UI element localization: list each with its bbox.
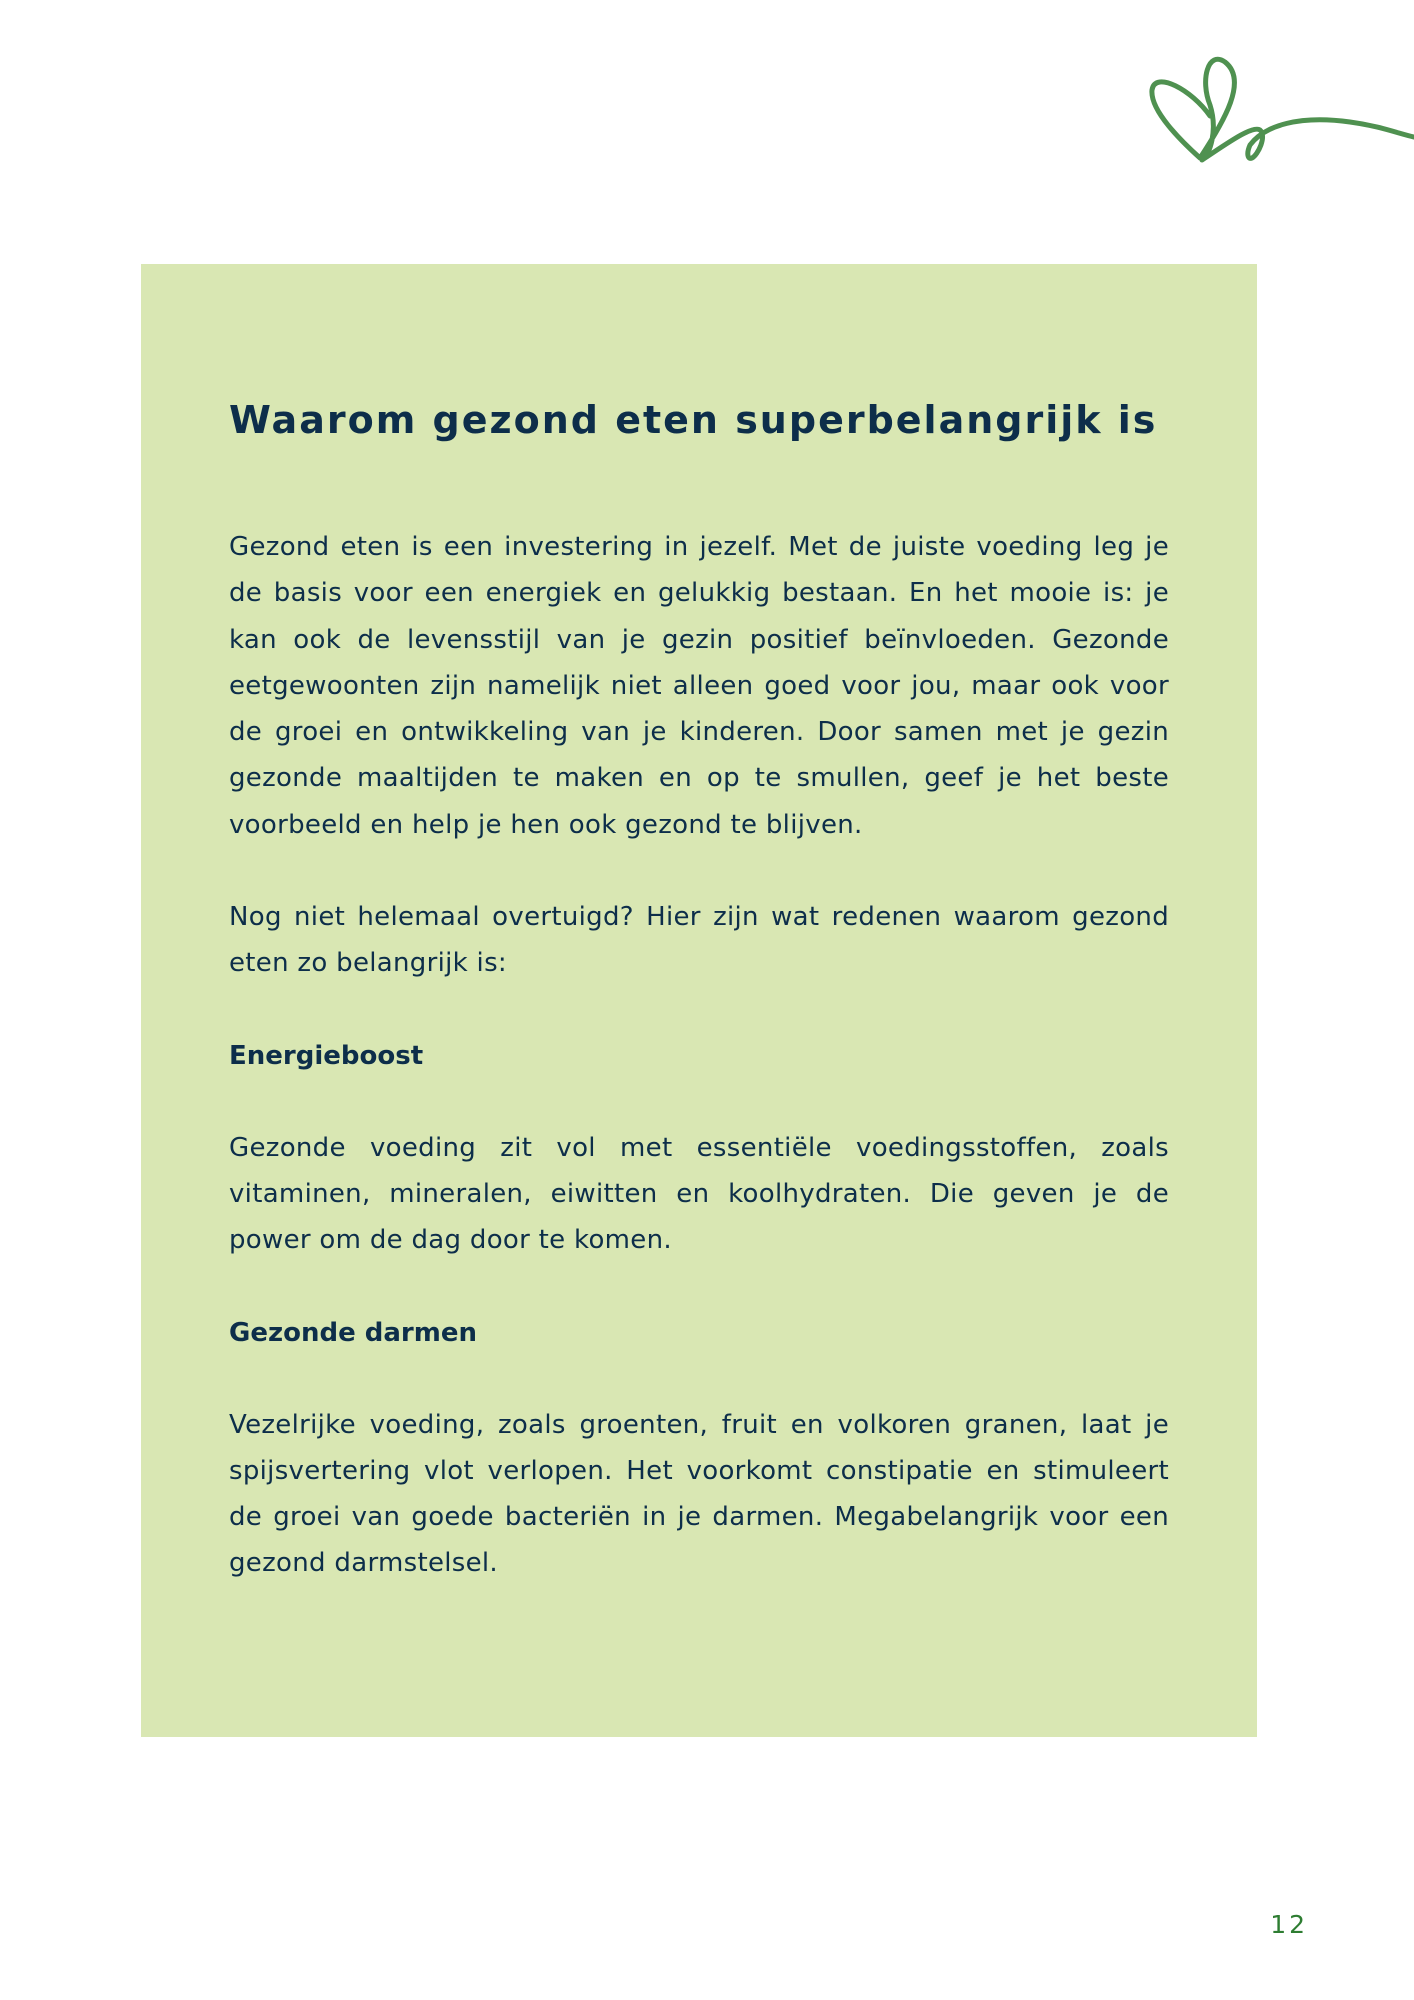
page-number: 12 bbox=[1270, 1910, 1308, 1939]
intro-paragraph: Gezond eten is een investering in jezelf. Met de juiste voeding leg je de basis voor een energiek en gelukkig bestaan. En het mooie is: je kan ook de levensstijl van je gezin positief beïnvloeden. Gezonde eetgewoonten zijn namelijk niet alleen goed voor jou, maar ook voor de groei en ontwikkeling van je kinderen. Door samen met je gezin gezonde maaltijden te maken en op te smullen, geef je het beste voorbeeld en help je hen ook gezond te blijven. bbox=[229, 532, 1169, 840]
section-text-gezonde-darmen: Vezelrijke voeding, zoals groenten, fruit en volkoren granen, laat je spijsvertering vlot verlopen. Het voorkomt constipatie en stimuleert de groei van goede bacteriën in je darmen. Megabelangrijk voor een gezond darmstelsel. bbox=[229, 1409, 1169, 1579]
section-text-energieboost: Gezonde voeding zit vol met essentiële voedingsstoffen, zoals vitaminen, mineralen, eiwitten en koolhydraten. Die geven je de power om de dag door te komen. bbox=[229, 1132, 1169, 1256]
section-heading-gezonde-darmen: Gezonde darmen bbox=[229, 1317, 477, 1348]
section-heading-energieboost: Energieboost bbox=[229, 1040, 424, 1071]
heart-doodle-icon bbox=[1140, 50, 1414, 180]
lead-paragraph: Nog niet helemaal overtuigd? Hier zijn wat redenen waarom gezond eten zo belangrijk is: bbox=[229, 902, 1169, 979]
article bbox=[229, 390, 1169, 1587]
page-title: Waarom gezond eten superbelangrijk is bbox=[229, 398, 1158, 442]
